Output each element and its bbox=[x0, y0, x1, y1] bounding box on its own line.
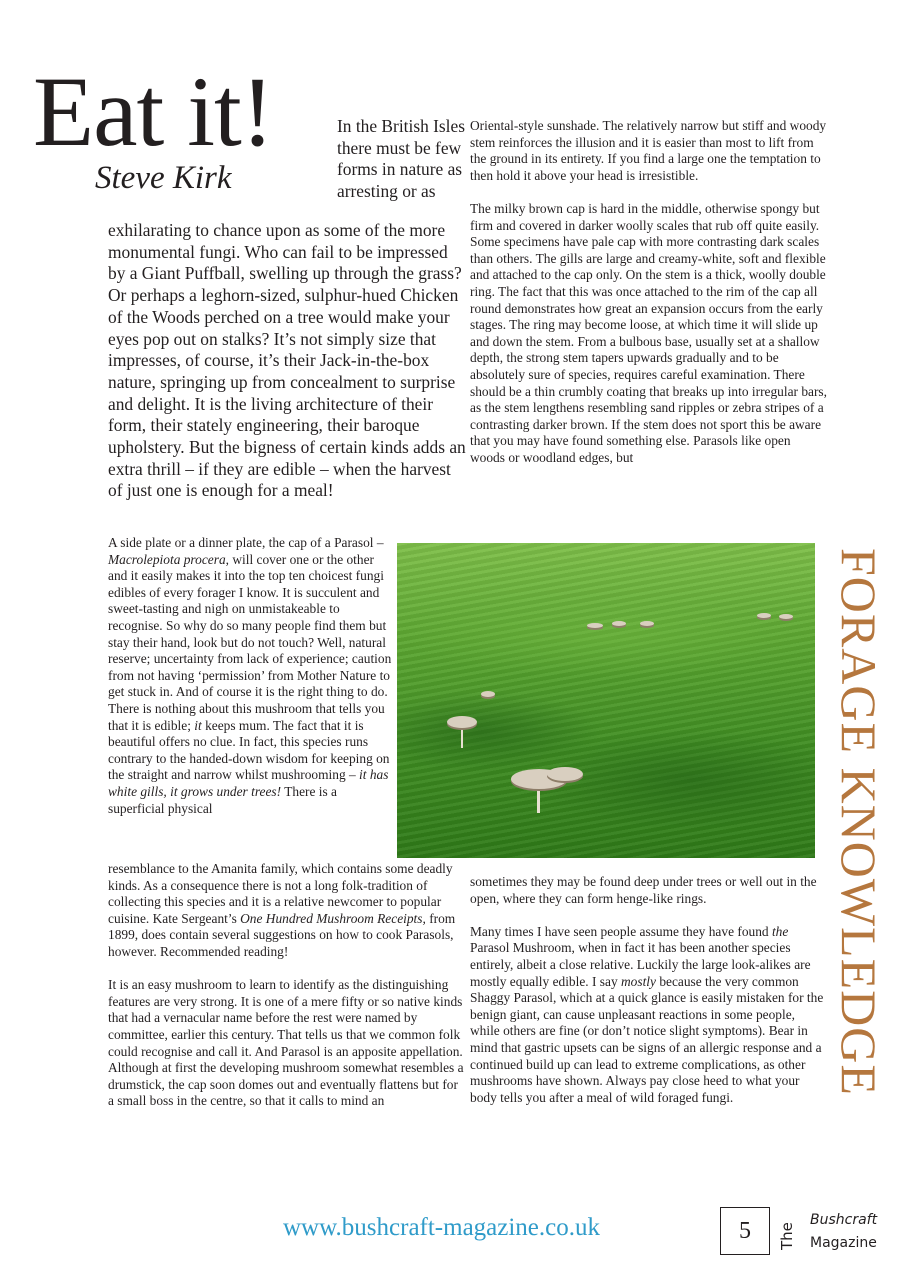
emphasis: the bbox=[771, 923, 789, 939]
intro-text-wide: exhilarating to chance upon as some of the more monumental fungi. Who can fail to be impressed by a Giant Puffball, swelling up through the grass? Or perhaps a leghorn-sized, sulphur-hued Chicken of the Woods perched on a tree would make your eyes pop out on stalks? It’s not simply size that impresses, of course, it’s their Jack-in-the-box nature, springing up from concealment to surprise and delight. It is the living architecture of their form, their stately engineering, their baroque upholstery. But the bigness of certain kinds adds an extra thrill – if they are edible – when the harvest of just one is enough for a meal! bbox=[108, 220, 466, 501]
magazine-logo-subtitle: Magazine bbox=[810, 1235, 877, 1251]
text: from 1899, does contain several suggestions on how to cook Parasols, however. Recommended reading! bbox=[108, 910, 456, 959]
mushroom bbox=[757, 613, 771, 618]
mushroom bbox=[779, 614, 793, 619]
right-column-top bbox=[470, 118, 828, 483]
mushroom bbox=[587, 623, 603, 628]
page-number: 5 bbox=[720, 1207, 770, 1255]
left-column-bottom bbox=[108, 861, 464, 1127]
emphasis: mostly bbox=[621, 973, 656, 989]
article-author: Steve Kirk bbox=[95, 160, 232, 196]
species-name: Macrolepiota procera bbox=[108, 551, 226, 567]
paragraph: It is an easy mushroom to learn to identify as the distinguishing features are very strong. It is one of a mere fifty or so native kinds that had a vernacular name before the rest were named by committee, earlier this century. That tells us that we common folk could recognise and call it. And Parasol is an apposite appellation. Although at first the developing mushroom somewhat resembles a drumstick, the cap soon domes out and eventually flattens but for a small boss in the centre, so that it calls to mind an bbox=[108, 977, 464, 1109]
text: Many times I have seen people assume they have found bbox=[470, 923, 772, 939]
text: There is a superficial physical bbox=[108, 783, 337, 816]
mushroom bbox=[481, 691, 495, 697]
book-title: One Hundred Mushroom Receipts, bbox=[240, 910, 426, 926]
text: , will cover one or the other and it easily makes it into the top ten choicest fungi edibles of every forager I know. It is succulent and sweet-tasting and nigh on unmistakeable to recognise. So why do so many people find them but stay their hand, look but do not touch? Well, natural reserve; uncertainty from lack of experience; caution from not having ‘permission’ from Mother Nature to get stuck in. And of course it is the right thing to do. There is nothing about this mushroom that tells you that it is edible; bbox=[108, 551, 392, 733]
website-link[interactable]: www.bushcraft-magazine.co.uk bbox=[283, 1214, 601, 1241]
parasol-mushrooms-photo bbox=[397, 543, 815, 858]
section-label bbox=[832, 548, 892, 1138]
mushroom bbox=[547, 767, 583, 781]
paragraph: sometimes they may be found deep under trees or well out in the open, where they can form henge-like rings. bbox=[470, 874, 817, 906]
logo-the-text: The bbox=[778, 1222, 796, 1250]
mushroom bbox=[612, 621, 626, 626]
text: resemblance to the Amanita family, which contains some deadly kinds. As a consequence there is not a long folk-tradition of collecting this species and it is a relative newcomer to popular cuisine. Kate Sergeant’s bbox=[108, 861, 453, 926]
mushroom bbox=[447, 716, 477, 728]
paragraph: The milky brown cap is hard in the middle, otherwise spongy but firm and covered in darker woolly scales that rub off quite easily. Some specimens have pale cap with more contrasting dark scales than others. The gills are large and creamy-white, soft and flexible and attached to the cap only. On the stem is a thick, woolly double ring. The fact that this was once attached to the rim of the cap all round demonstrates how great an expansion occurs from the early stages. The ring may become loose, at which time it will slide up and down the stem. From a bulbous base, usually set at a shallow depth, the strong stem tapers upwards gradually and to be absolutely sure of species, requires careful examination. There should be a thin crumbly coating that breaks up into irregular bars, as the stem lengthens resembling sand ripples or zebra stripes of a contrasting darker brown. If the stem does not sport this be aware that you may have found something else. Parasols like open woods or woodland edges, but bbox=[470, 200, 827, 465]
left-column-top bbox=[108, 535, 396, 834]
emphasis: it bbox=[194, 717, 202, 733]
text: A side plate or a dinner plate, the cap of a Parasol – bbox=[108, 535, 384, 550]
paragraph: Oriental-style sunshade. The relatively narrow but stiff and woody stem reinforces the illusion and it is easier than most to lift from the ground in its entirety. If you find a large one the temptation to then hold it above your head is irresistible. bbox=[470, 118, 827, 183]
mushroom bbox=[640, 621, 654, 626]
magazine-logo-the bbox=[778, 1214, 798, 1252]
article-title: Eat it! bbox=[33, 56, 274, 167]
quote: it has white gills, it grows under trees! bbox=[108, 767, 389, 799]
right-column-bottom bbox=[470, 874, 828, 1123]
magazine-logo-name: Bushcraft bbox=[810, 1212, 878, 1228]
text: Parasol Mushroom, when in fact it has been another species entirely, albeit a close relative. Luckily the large look-alikes are mostly equally edible. I say bbox=[470, 940, 811, 989]
section-label-text: FORAGE KNOWLEDGE bbox=[831, 548, 887, 1096]
text: because the very common Shaggy Parasol, which at a quick glance is easily mistaken for the benign giant, can cause unpleasant reactions in some people, while others are fine (or don’t notice slight symptoms). Bear in mind that gastric upsets can be signs of an allergic response and a continued build up can lead to extreme complications, as other mushrooms have shown. Always pay close heed to what your body tells you after a meal of wild foraged fungi. bbox=[470, 973, 824, 1105]
text: keeps mum. The fact that it is beautiful offers no clue. In fact, this species runs contrary to the handed-down wisdom for keeping on the straight and narrow whilst mushrooming – bbox=[108, 717, 390, 783]
intro-text-narrow: In the British Isles there must be few forms in nature as arresting or as bbox=[337, 116, 466, 202]
